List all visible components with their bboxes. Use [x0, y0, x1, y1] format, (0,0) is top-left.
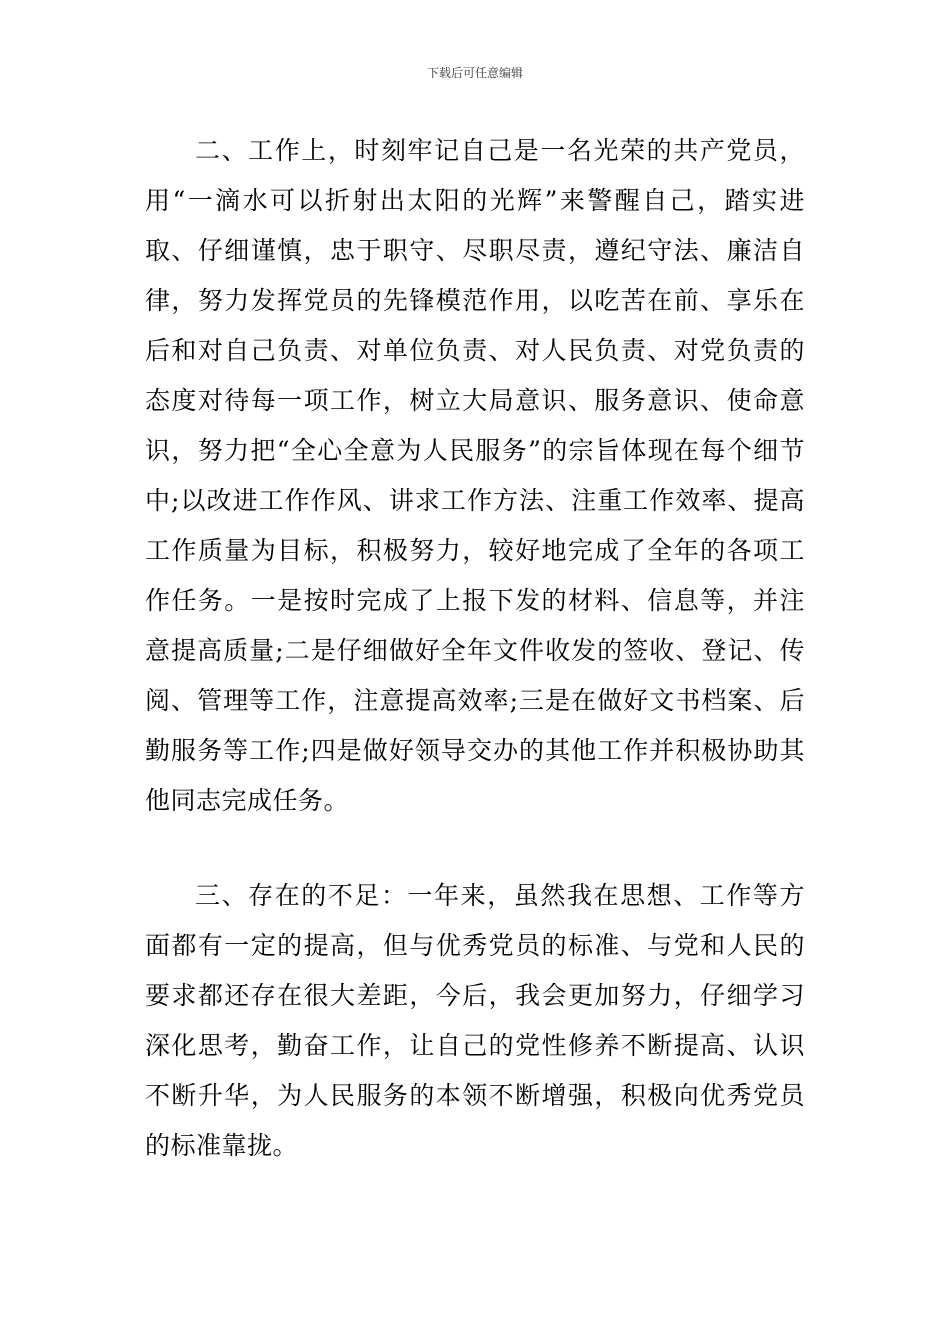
- page-header: 下载后可任意编辑: [426, 66, 523, 80]
- paragraph-work: 二、工作上，时刻牢记自己是一名光荣的共产党员，用“一滴水可以折射出太阳的光辉”来警醒自己，踏实进取、仔细谨慎，忠于职守、尽职尽责，遵纪守法、廉洁自律，努力发挥党员的先锋模范作用，以吃苦在前、享乐在后和对自己负责、对单位负责、对人民负责、对党负责的态度对待每一项工作，树立大局意识、服务意识、使命意识，努力把“全心全意为人民服务”的宗旨体现在每个细节中;以改进工作作风、讲求工作方法、注重工作效率、提高工作质量为目标，积极努力，较好地完成了全年的各项工作任务。一是按时完成了上报下发的材料、信息等，并注意提高质量;二是仔细做好全年文件收发的签收、登记、传阅、管理等工作，注意提高效率;三是在做好文书档案、后勤服务等工作;四是做好领导交办的其他工作并积极协助其他同志完成任务。: [145, 136, 805, 815]
- paragraph-shortcomings: 三、存在的不足：一年来，虽然我在思想、工作等方面都有一定的提高，但与优秀党员的标准、与党和人民的要求都还存在很大差距，今后，我会更加努力，仔细学习深化思考，勤奋工作，让自己的党性修养不断提高、认识不断升华，为人民服务的本领不断增强，积极向优秀党员的标准靠拢。: [145, 881, 805, 1160]
